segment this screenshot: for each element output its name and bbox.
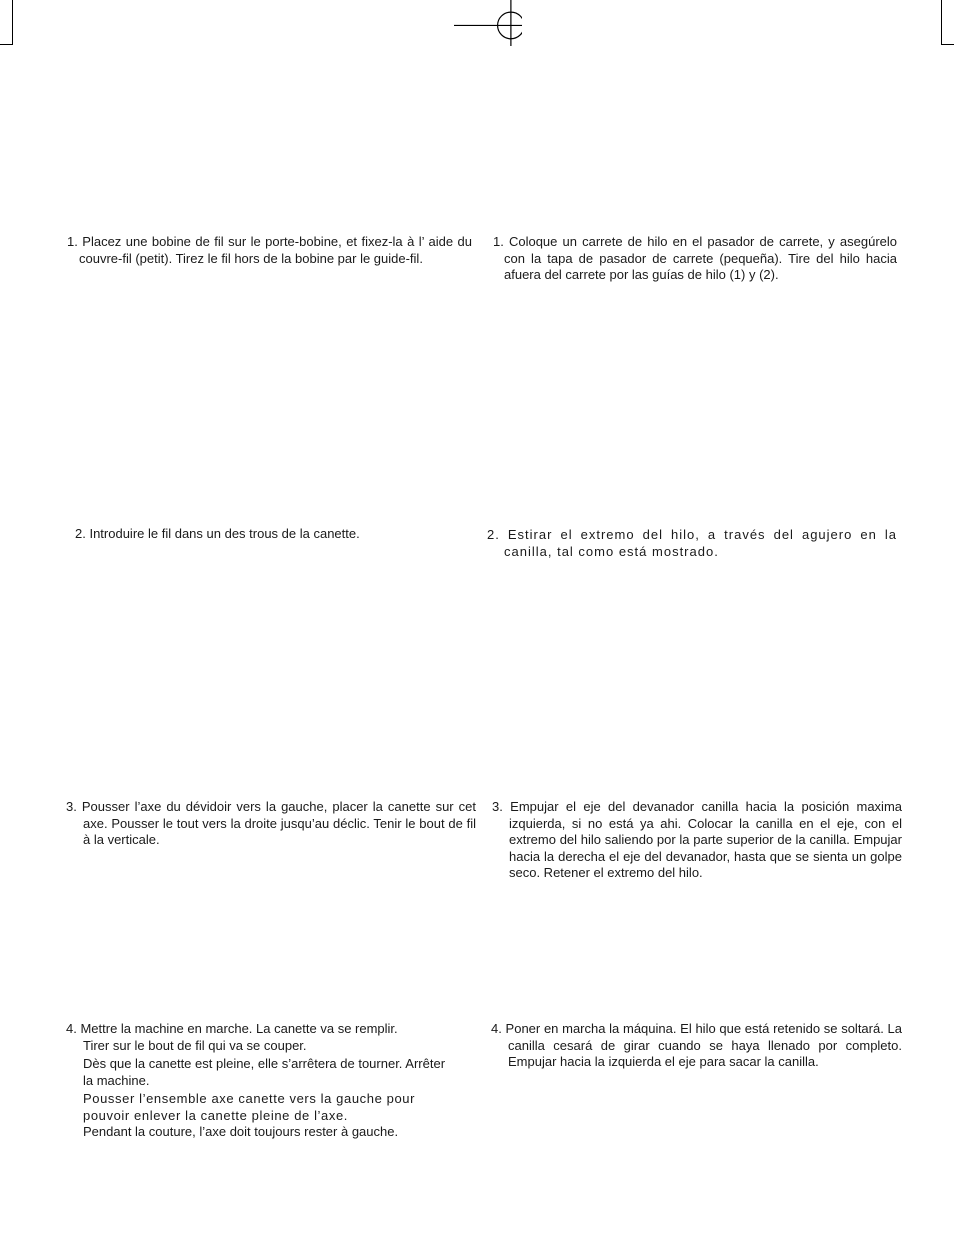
es-step-4: 4. Poner en marcha la máquina. El hilo que está retenido se soltará. La canilla cesará de girar cuando se haya llenado por completo. Empujar hacia la izquierda el eje para sacar la canilla. xyxy=(491,1021,902,1069)
fr-step-4-para4: Pendant la couture, l’axe doit toujours rester à gauche. xyxy=(83,1124,399,1139)
fr-step-2: 2. Introduire le fil dans un des trous de la canette. xyxy=(75,526,360,541)
fr-step-4-para2: Dès que la canette est pleine, elle s’arrêtera de tourner. Arrêter la machine. xyxy=(83,1056,446,1088)
crop-mark-top-right-h xyxy=(941,44,954,45)
fr-step-4-line1: 4. Mettre la machine en marche. La canette va se remplir. xyxy=(66,1021,398,1036)
es-step-3: 3. Empujar el eje del devanador canilla hacia la posición maxima izquierda, si no está ya ahi. Colocar la canilla en el eje, con el extremo del hilo saliendo por la parte superior de la canilla. Empujar hacia la derecha el eje del devanador, hasta que se sienta un golpe seco. Retener el extremo del hilo. xyxy=(492,799,902,880)
es-step-1: 1. Coloque un carrete de hilo en el pasador de carrete, y asegúrelo con la tapa de pasador de carrete (pequeña). Tire del hilo hacia afuera del carrete por las guías de hilo (1) y (2). xyxy=(493,234,897,282)
fr-step-4-line2: Tirer sur le bout de fil qui va se couper. xyxy=(83,1037,307,1053)
fr-step-1: 1. Placez une bobine de fil sur le porte-bobine, et fixez-la à l’ aide du couvre-fil (petit). Tirez le fil hors de la bobine par le guide-fil. xyxy=(67,234,472,266)
crop-mark-top-right xyxy=(941,0,942,44)
fr-step-3: 3. Pousser l’axe du dévidoir vers la gauche, placer la canette sur cet axe. Pousser le tout vers la droite jusqu’au déclic. Tenir le bout de fil à la verticale. xyxy=(66,799,476,847)
crop-mark-top-left-h xyxy=(0,44,13,45)
fr-step-4-para3: Pousser l’ensemble axe canette vers la gauche pour pouvoir enlever la canette pleine de l’axe. xyxy=(83,1091,416,1123)
fr-step-4 xyxy=(66,1021,466,1141)
registration-mark-icon xyxy=(432,0,522,46)
es-step-2: 2. Estirar el extremo del hilo, a través del agujero en la canilla, tal como está mostrado. xyxy=(487,527,897,559)
crop-mark-top-left xyxy=(12,0,13,44)
